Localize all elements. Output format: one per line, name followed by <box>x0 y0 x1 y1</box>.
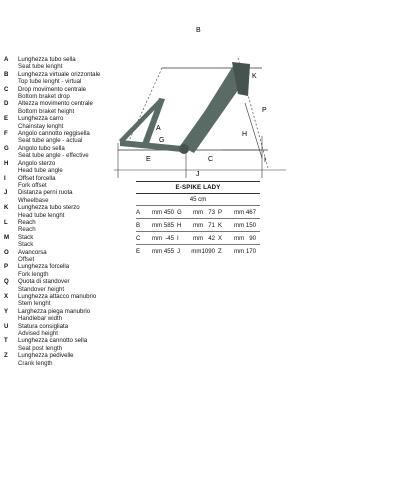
legend-letter: P <box>4 263 9 271</box>
measure-unit: mm <box>193 208 204 216</box>
legend-letter: B <box>4 70 9 78</box>
measure-unit: mm <box>152 247 163 255</box>
legend-english: Head tube lenght <box>18 211 65 219</box>
legend-entry <box>4 160 116 175</box>
diagram-label-e: E <box>146 156 151 163</box>
measure-unit: mm <box>193 221 204 229</box>
legend-letter: A <box>4 56 9 63</box>
legend-english: Head tube angle <box>18 167 63 175</box>
legend-italian: Stack <box>18 233 34 241</box>
table-title: E-SPIKE LADY <box>136 181 260 194</box>
legend-entry <box>4 100 116 115</box>
legend-letter: Z <box>4 352 8 360</box>
legend-english: Stack <box>18 241 34 249</box>
measure-key: P <box>218 208 223 216</box>
legend-italian: Avancorsa <box>18 248 47 256</box>
table-row <box>136 218 260 231</box>
legend-italian: Angolo tubo sella <box>18 144 65 152</box>
legend-letter: Y <box>4 307 9 315</box>
measure-value: 73 <box>208 208 215 216</box>
legend-entry <box>4 219 116 234</box>
legend-italian: Distanza perni ruota <box>18 189 73 197</box>
legend-entry <box>4 189 116 204</box>
measure-key: X <box>218 234 223 242</box>
table-cell <box>218 209 259 216</box>
table-cell <box>177 222 218 229</box>
legend-italian: Reach <box>18 218 36 226</box>
legend-entry <box>4 323 116 338</box>
measure-unit: mm <box>152 234 163 242</box>
legend-italian: Larghezza piega manubrio <box>18 307 91 315</box>
legend-letter: T <box>4 337 8 345</box>
measure-value: 455 <box>163 247 174 255</box>
legend-italian: Lunghezza tubo sterzo <box>18 204 80 212</box>
diagram-label-k: K <box>252 73 257 80</box>
measure-key: I <box>177 234 179 242</box>
legend-letter: D <box>4 100 9 108</box>
table-row <box>136 205 260 218</box>
legend-english: Chainstay lenght <box>18 122 64 130</box>
geometry-legend <box>4 56 116 367</box>
legend-entry <box>4 56 116 71</box>
seat-stay-shape <box>119 98 164 144</box>
measure-key: C <box>136 234 141 242</box>
legend-letter: X <box>4 293 9 300</box>
measure-unit: mm <box>234 221 245 229</box>
legend-english: Top tube lenght - virtual <box>18 78 82 86</box>
measure-unit: mm <box>152 208 163 216</box>
legend-letter: M <box>4 233 10 241</box>
measure-unit: mm <box>234 208 245 216</box>
measure-value: 90 <box>249 234 256 242</box>
measure-value: -45 <box>165 234 174 242</box>
legend-italian: Lunghezza tubo sella <box>18 56 76 63</box>
legend-english: Reach <box>18 226 36 234</box>
diagram-label-h: H <box>242 131 248 138</box>
measure-key: A <box>136 208 141 216</box>
legend-italian: Lunghezza virtuale orizzontale <box>18 70 101 78</box>
table-cell <box>177 209 218 216</box>
legend-letter: E <box>4 115 9 123</box>
legend-english: Stem lenght <box>18 300 51 308</box>
geometry-table <box>136 181 260 257</box>
legend-entry <box>4 308 116 323</box>
legend-entry <box>4 175 116 190</box>
legend-entry <box>4 145 116 160</box>
measure-key: K <box>218 221 223 229</box>
legend-italian: Altezza movimento centrale <box>18 100 93 108</box>
legend-entry <box>4 337 116 352</box>
legend-italian: Angolo cannotto reggisella <box>18 130 90 138</box>
legend-english: Handlebar width <box>18 315 63 323</box>
legend-letter: O <box>4 248 9 256</box>
measure-value: 42 <box>208 234 215 242</box>
legend-english: Seat post length <box>18 344 63 352</box>
legend-letter: Q <box>4 278 9 286</box>
measure-unit: mm <box>193 234 204 242</box>
legend-english: Bottom braket drop <box>18 93 70 101</box>
measure-value: 170 <box>245 247 256 255</box>
legend-entry <box>4 263 116 278</box>
legend-italian: Offset forcella <box>18 174 56 182</box>
legend-letter: U <box>4 322 9 330</box>
legend-english: Seat tube angle - effective <box>18 152 89 160</box>
legend-italian: Lunghezza carro <box>18 115 64 123</box>
legend-letter: I <box>4 174 6 182</box>
measure-unit: mm <box>234 234 245 242</box>
legend-italian: Drop movimento centrale <box>18 85 87 93</box>
diagram-label-j: J <box>196 171 200 178</box>
measure-value: 585 <box>163 221 174 229</box>
measure-value: 1090 <box>201 247 215 255</box>
legend-letter: H <box>4 159 9 167</box>
legend-english: Fork length <box>18 270 49 278</box>
measure-value: 150 <box>245 221 256 229</box>
legend-italian: Lunghezza cannotto sella <box>18 337 88 345</box>
legend-english: Seat tube angle - actual <box>18 137 83 145</box>
legend-english: Standover height <box>18 285 65 293</box>
table-row <box>136 244 260 257</box>
diagram-label-c: C <box>208 156 214 163</box>
legend-english: Crank length <box>18 359 53 367</box>
legend-italian: Lunghezza forcella <box>18 263 70 271</box>
legend-italian: Quota di standover <box>18 278 70 286</box>
measure-key: B <box>136 221 141 229</box>
legend-english: Advised height <box>18 330 58 338</box>
table-cell <box>218 222 259 229</box>
legend-letter: G <box>4 144 9 152</box>
legend-english: Fork offset <box>18 181 47 189</box>
measure-key: E <box>136 247 141 255</box>
legend-italian: Statura consigliata <box>18 322 69 330</box>
legend-italian: Lunghezza attacco manubrio <box>18 293 97 300</box>
measure-value: 71 <box>208 221 215 229</box>
legend-letter: J <box>4 189 8 197</box>
legend-entry <box>4 293 116 308</box>
table-cell <box>136 209 177 216</box>
table-cell <box>136 248 177 255</box>
table-cell <box>218 248 259 255</box>
legend-entry <box>4 115 116 130</box>
legend-english: Wheelbase <box>18 196 49 204</box>
legend-letter: F <box>4 130 8 138</box>
legend-letter: C <box>4 85 9 93</box>
bottom-bracket-shape <box>179 144 189 154</box>
table-cell <box>136 222 177 229</box>
legend-english: Seat tube lenght <box>18 63 63 71</box>
diagram-label-g: G <box>159 137 165 144</box>
measure-value: 467 <box>245 208 256 216</box>
legend-entry <box>4 234 116 249</box>
diagram-label-i: I <box>264 157 266 164</box>
legend-italian: Angolo sterzo <box>18 159 56 167</box>
legend-english: Bottom braket height <box>18 107 75 115</box>
measure-unit: mm <box>234 247 245 255</box>
legend-letter: K <box>4 204 9 212</box>
table-row <box>136 231 260 244</box>
table-cell <box>177 235 218 242</box>
measure-key: Z <box>218 247 222 255</box>
measure-value: 450 <box>163 208 174 216</box>
diagram-label-b: B <box>196 27 201 34</box>
measure-key: H <box>177 221 182 229</box>
legend-entry <box>4 352 116 367</box>
legend-italian: Lunghezza pedivelle <box>18 352 74 360</box>
frame-geometry-diagram <box>110 18 290 178</box>
legend-letter: L <box>4 218 8 226</box>
diagram-label-p: P <box>262 107 267 114</box>
table-cell <box>136 235 177 242</box>
table-cell <box>218 235 259 242</box>
measure-key: J <box>177 247 181 255</box>
legend-entry <box>4 86 116 101</box>
legend-entry <box>4 204 116 219</box>
legend-entry <box>4 130 116 145</box>
legend-english: Offset <box>18 255 35 263</box>
legend-entry <box>4 71 116 86</box>
diagram-label-a: A <box>156 125 161 132</box>
measure-unit: mm <box>191 247 202 255</box>
legend-entry <box>4 249 116 264</box>
legend-entry <box>4 278 116 293</box>
measure-unit: mm <box>152 221 163 229</box>
frame-size: 45 cm <box>189 196 207 203</box>
table-cell <box>177 248 218 255</box>
measure-key: G <box>177 208 182 216</box>
